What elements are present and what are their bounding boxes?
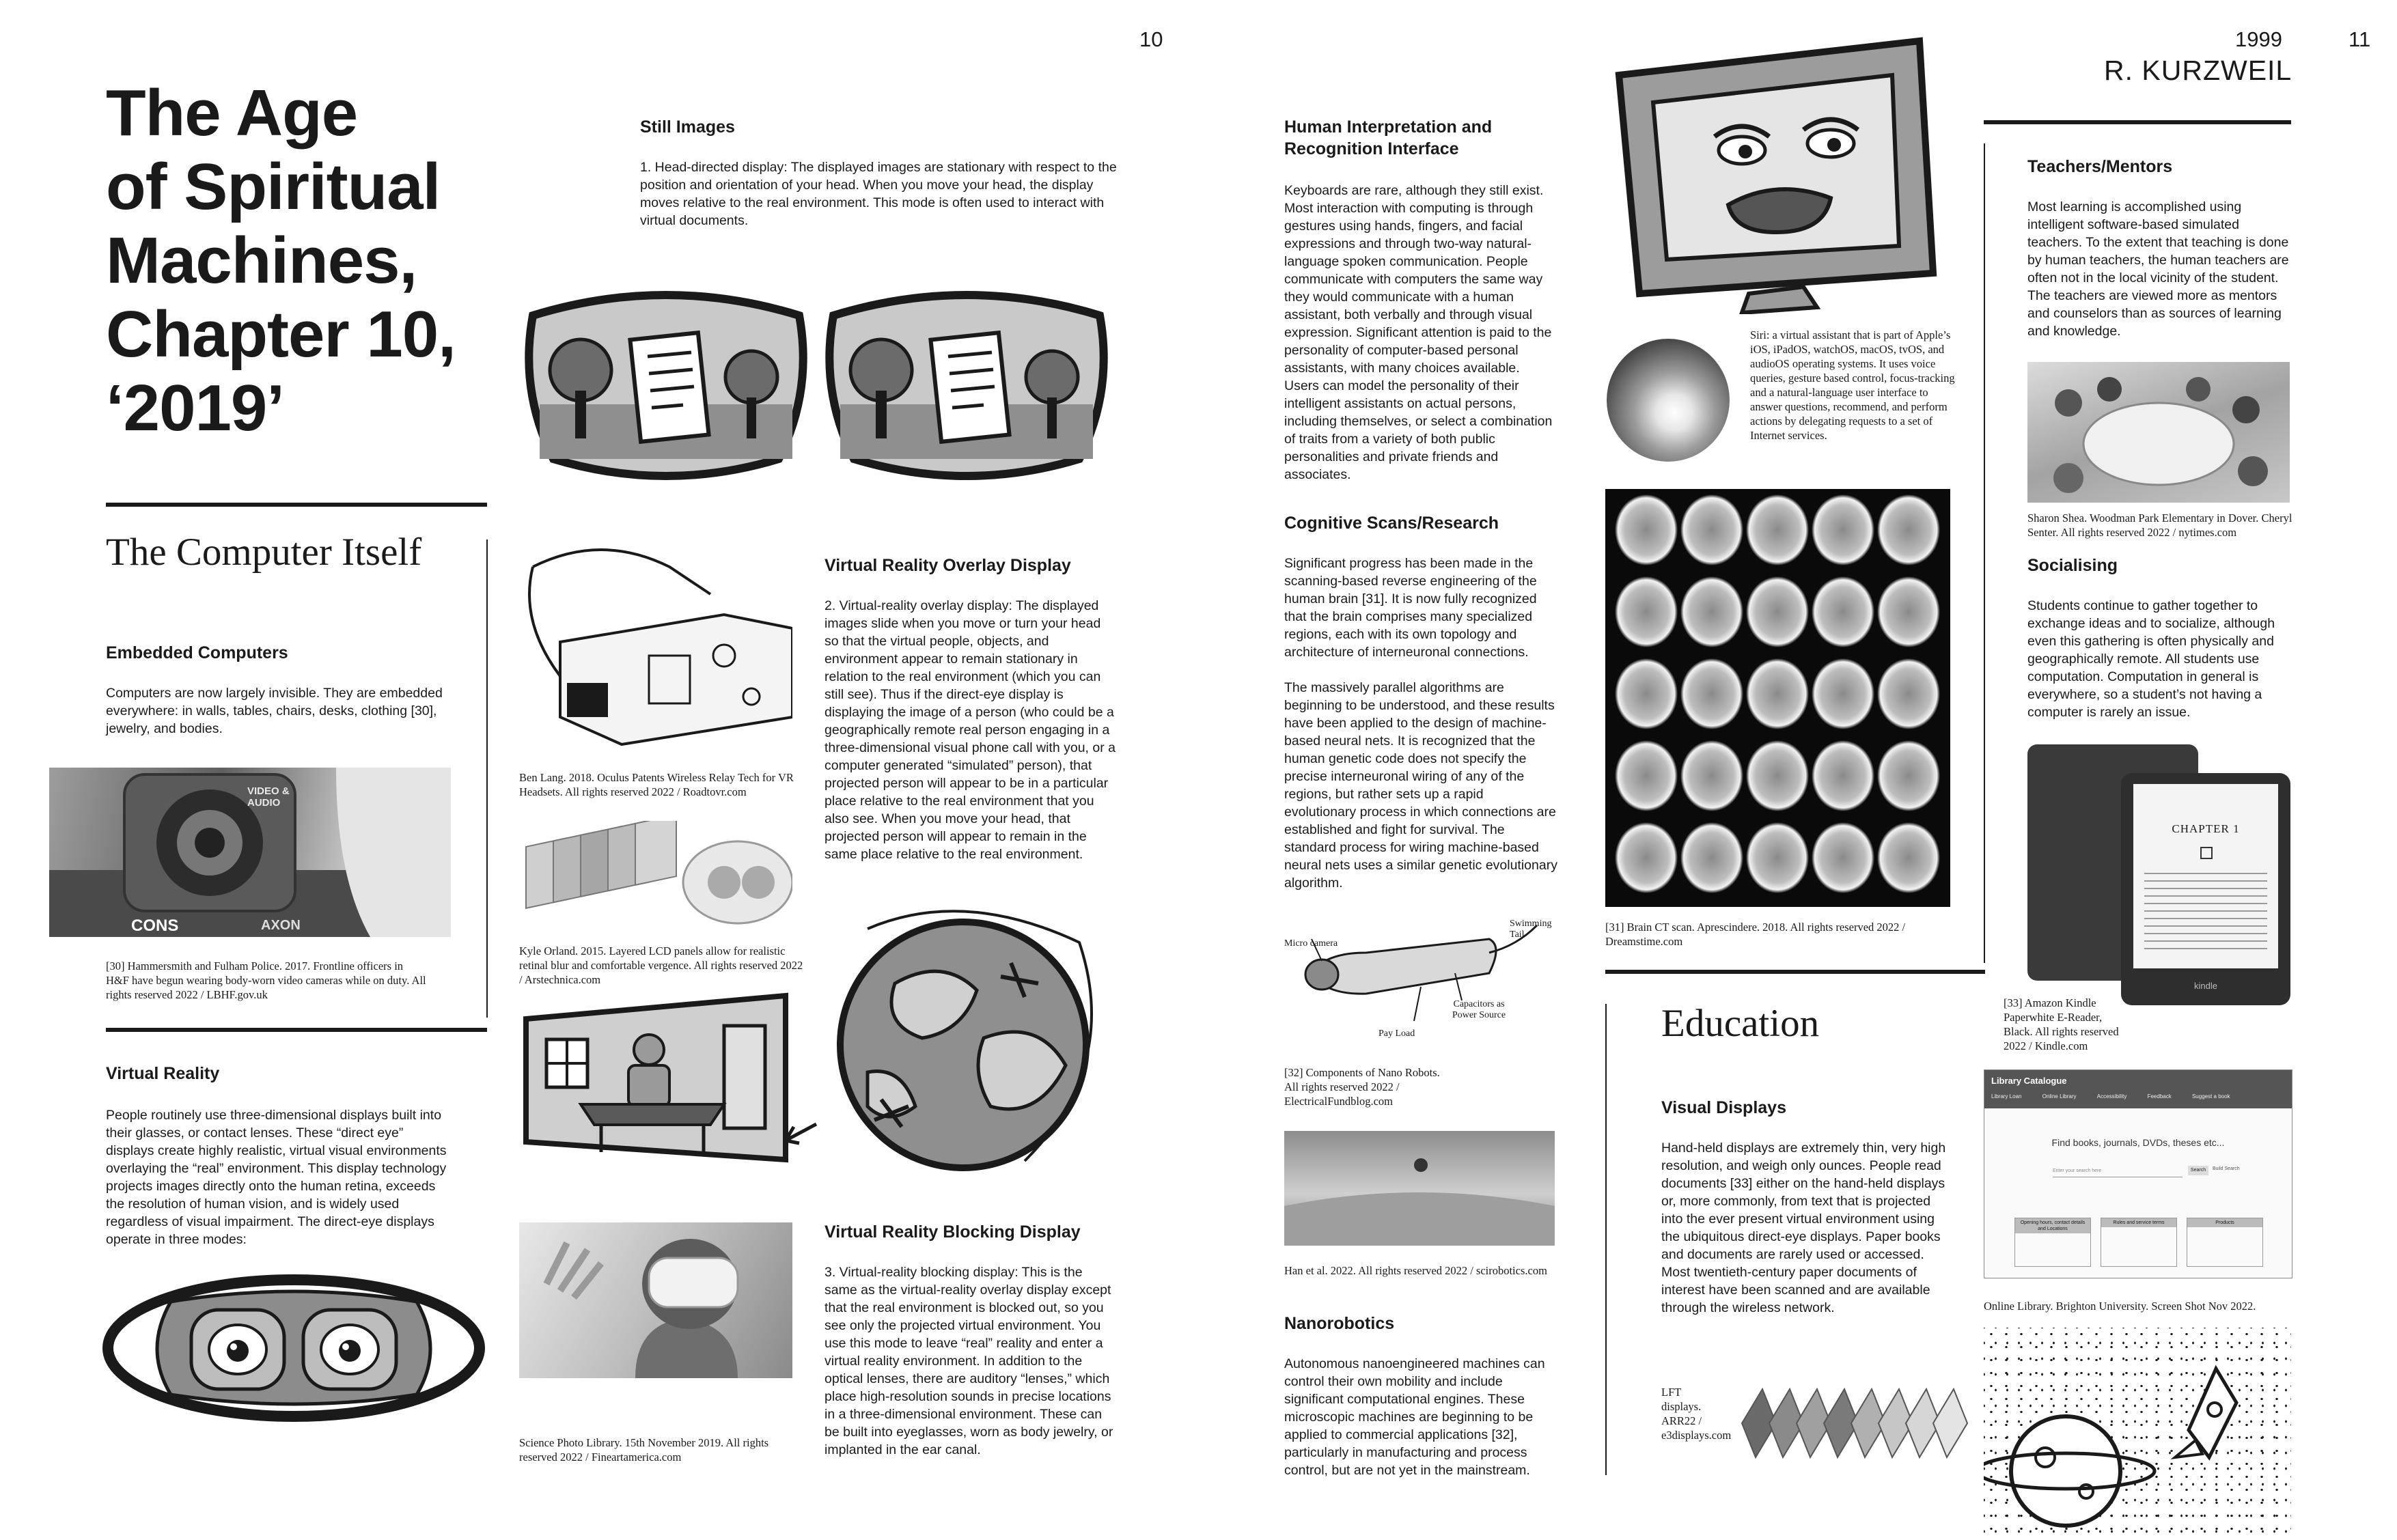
library-search-input[interactable]: Enter your search here: [2053, 1166, 2183, 1177]
meeting-room-illustration: [519, 992, 792, 1164]
blocking-body: 3. Virtual-reality blocking display: This is the same as the virtual-reality overlay display except that the real environment is blocked out, so you see only the projected virtual environment. You use this mode to leave “real” reality and enter a virtual reality environment. In addition to the optical lenses, there are auditory “lenses,” which place high-resolution sounds in precise locations in a three-dimensional environment. These can be built into eyeglasses, worn as body jewelry, or implanted in the ear canal.: [825, 1265, 1113, 1457]
teachers-heading: Teachers/Mentors: [2027, 157, 2173, 176]
label-tail: Swimming Tail: [1510, 919, 1552, 940]
eyes-illustration: [102, 1274, 485, 1422]
head-display-illustration: [519, 268, 1120, 493]
teachers-caption: Sharon Shea. Woodman Park Elementary in Dover. Cheryl Senter. All rights reserved 2022 / nytimes.com: [2027, 512, 2292, 539]
education-rule: [1605, 970, 1985, 974]
label-capacitors: Capacitors as Power Source: [1452, 999, 1506, 1020]
tv-face-illustration: [1598, 27, 1954, 314]
library-col: [2187, 1218, 2263, 1267]
page-number-left: 10: [1139, 27, 1163, 51]
cog-heading: Cognitive Scans/Research: [1284, 514, 1499, 533]
still-body: 1. Head-directed display: The displayed images are stationary with respect to the position and orientation of your head. When you move your head, the display moves relative to the real environment. This mode is often used to interact with virtual documents.: [640, 160, 1117, 228]
camera-label: VIDEO & AUDIO: [247, 785, 290, 809]
title-line: The Age: [106, 76, 358, 150]
library-col: [2101, 1218, 2177, 1267]
label-micro-camera: Micro camera: [1284, 938, 1338, 949]
vr-heading: Virtual Reality: [106, 1064, 220, 1083]
library-advanced-link[interactable]: Build Search: [2213, 1166, 2240, 1171]
vr-body: People routinely use three-dimensional displays built into their glasses, or contact lenses. These “direct eye” displays create highly realistic, virtual visual environments overlaying the “real” environment. This display technology projects images directly onto the human retina, exceeds the resolution of human vision, and is widely used regardless of visual impairment. The direct-eye displays operate in three modes:: [106, 1108, 447, 1247]
micro-caption: Han et al. 2022. All rights reserved 2022 / scirobotics.com: [1284, 1264, 1547, 1277]
kindle-text-lines: [2144, 873, 2267, 955]
arrow-icon: [779, 1120, 820, 1147]
micro-robot-photo: [1284, 1131, 1555, 1246]
teachers-body: Most learning is accomplished using intelligent software-based simulated teachers. To the extent that teaching is done by human teachers, the human teachers are often not in the local vicinity of the student. The teachers are viewed more as mentors and counselors than as sources of learning and knowledge.: [2027, 199, 2289, 339]
header-year: 1999: [2235, 27, 2282, 51]
library-nav-item[interactable]: Suggest a book: [2191, 1093, 2230, 1100]
kindle-brand: kindle: [2194, 981, 2217, 991]
hii-heading: Human Interpretation and Recognition Interface: [1284, 117, 1493, 158]
library-col-title[interactable]: Products: [2187, 1218, 2262, 1227]
axon-brand: AXON: [261, 918, 301, 933]
headset-caption: Ben Lang. 2018. Oculus Patents Wireless Relay Tech for VR Headsets. All rights reserved 2022 / Roadtovr.com: [519, 771, 794, 798]
teachers-rule: [1984, 120, 2291, 124]
title-line: Chapter 10,: [106, 298, 456, 371]
page-title: [106, 76, 456, 445]
lcd-panels-image: [519, 821, 792, 930]
classroom-photo: [2027, 362, 2290, 503]
kindle-caption: [33] Amazon Kindle Paperwhite E-Reader, Black. All rights reserved 2022 / Kindle.com: [2004, 996, 2119, 1052]
social-body: Students continue to gather together to exchange ideas and to socialize, although even this gathering is often physically and geographically remote. All students use computation. Computation in general is everywhere, so a student’s not having a computer is rarely an issue.: [2027, 598, 2275, 720]
vr-woman-photo: [519, 1222, 792, 1378]
title-line: of Spiritual: [106, 150, 441, 223]
section-vertical-rule: [486, 540, 488, 1018]
lcd-caption: Kyle Orland. 2015. Layered LCD panels allow for realistic retinal blur and comfortable vergence. All rights reserved 2022 / Arstechnica.com: [519, 944, 803, 986]
library-nav-item[interactable]: Feedback: [2147, 1093, 2172, 1100]
label-payload: Pay Load: [1378, 1028, 1415, 1039]
library-header-title: Library Catalogue: [1991, 1076, 2067, 1086]
section-title-computer: The Computer Itself: [106, 531, 422, 574]
lft-caption: LFT displays. ARR22 / e3displays.com: [1661, 1386, 1732, 1442]
vr-rule: [106, 1028, 487, 1032]
library-nav-item[interactable]: Accessibility: [2096, 1093, 2127, 1100]
kindle-chapter: CHAPTER 1: [2172, 822, 2240, 835]
nano-body: Autonomous nanoengineered machines can control their own mobility and include significant computational engines. These microscopic machines are beginning to be applied to commercial applications [32], particularly in manufacturing and process control, but are not yet in the mainstream.: [1284, 1356, 1545, 1478]
embedded-caption: [30] Hammersmith and Fulham Police. 2017. Frontline officers in H&F have begun wearing body-worn video cameras while on duty. All rights reserved 2022 / LBHF.gov.uk: [106, 960, 426, 1001]
siri-orb: [1607, 339, 1730, 462]
kindle-device-front: [2121, 773, 2290, 1005]
library-col-title[interactable]: Rules and service terms: [2101, 1218, 2176, 1227]
embedded-heading: Embedded Computers: [106, 643, 288, 662]
library-nav: [1991, 1093, 2249, 1100]
vr-woman-caption: Science Photo Library. 15th November 2019. All rights reserved 2022 / Fineartamerica.com: [519, 1436, 769, 1464]
nano-heading: Nanorobotics: [1284, 1314, 1395, 1333]
visual-displays-heading: Visual Displays: [1661, 1098, 1786, 1117]
library-search-button[interactable]: Search: [2188, 1166, 2208, 1175]
library-headline: Find books, journals, DVDs, theses etc...: [2051, 1137, 2225, 1148]
social-heading: Socialising: [2027, 556, 2118, 575]
hii-body: Keyboards are rare, although they still exist. Most interaction with computing is through gestures using hands, fingers, and facial expressions and through two-way natural-language spoken communication. People communicate with computers the same way they would communicate with a human assistant, both verbally and through visual expression. Significant attention is paid to the personality of computer-based personal assistants, with many choices available. Users can model the personality of their intelligent assistants on actual persons, including themselves, or select a combination of traits from a variety of both public personalities and private friends and associates.: [1284, 183, 1553, 482]
library-caption: Online Library. Brighton University. Screen Shot Nov 2022.: [1984, 1300, 2256, 1313]
cog-body-2: The massively parallel algorithms are beginning to be understood, and these results have been applied to the design of machine-based neural nets. It is recognized that the human genetic code does not specify the precise interneuronal wiring of any of the regions, but rather sets up a rapid evolutionary process in which connections are established and fight for survival. The standard process for wiring machine-based neural nets uses a similar genetic evolutionary algorithm.: [1284, 680, 1557, 891]
ct-caption: [31] Brain CT scan. Aprescindere. 2018. All rights reserved 2022 / Dreamstime.com: [1605, 921, 1906, 948]
still-heading: Still Images: [640, 117, 735, 137]
library-header: [1984, 1070, 2292, 1108]
kindle-screen: [2133, 784, 2278, 968]
ornament-icon: [2200, 847, 2213, 859]
embedded-body: Computers are now largely invisible. They are embedded everywhere: in walls, tables, chairs, desks, clothing [30], jewelry, and bodies.: [106, 686, 443, 736]
nanobot-diagram: [1284, 919, 1557, 1041]
brain-ct-grid: [1605, 489, 1950, 907]
blocking-heading: Virtual Reality Blocking Display: [825, 1222, 1081, 1242]
library-nav-item[interactable]: Online Library: [2042, 1093, 2077, 1100]
title-rule: [106, 503, 487, 507]
visual-displays-body: Hand-held displays are extremely thin, very high resolution, and weigh only ounces. People read documents [33] either on the hand-held displays or, more commonly, from text that is projected into the ever present virtual environment using the ubiquitous direct-eye displays. Paper books and documents are rarely used or accessed. Most twentieth-century paper documents of interest have been scanned and are available through the wireless network.: [1661, 1140, 1946, 1315]
cog-body-1: Significant progress has been made in the scanning-based reverse engineering of the human brain [31]. It is now fully recognized that the brain comprises many specialized regions, each with its own topology and architecture of interneuronal connections.: [1284, 556, 1537, 660]
library-nav-item[interactable]: Library Loan: [1991, 1093, 2022, 1100]
nanobot-caption: [32] Components of Nano Robots. All rights reserved 2022 / ElectricalFundblog.com: [1284, 1066, 1440, 1108]
library-screenshot: [1984, 1069, 2292, 1278]
space-illustration: [1984, 1328, 2291, 1537]
title-line: Machines,: [106, 224, 417, 297]
vest-text: CONS: [131, 916, 179, 935]
page-number-right: 11: [2348, 27, 2371, 51]
overlay-heading: Virtual Reality Overlay Display: [825, 556, 1071, 575]
library-col: [2014, 1218, 2091, 1267]
siri-caption: Siri: a virtual assistant that is part of Apple’s iOS, iPadOS, watchOS, macOS, tvOS, and audioOS operating systems. It uses voice queries, gesture based control, focus-tracking and a natural-language user interface to answer questions, recommend, and perform actions by delegating requests to a set of Internet services.: [1750, 328, 1955, 442]
lft-displays-image: [1735, 1382, 1981, 1464]
education-title: Education: [1661, 1002, 1820, 1045]
title-line: ‘2019’: [106, 372, 284, 445]
vr-headset-sketch: [519, 540, 792, 765]
education-vertical-rule: [1605, 1004, 1607, 1475]
library-col-title[interactable]: Opening hours, contact details and Locations: [2015, 1218, 2090, 1233]
teachers-vertical-rule: [1984, 143, 1985, 963]
globe-illustration: [806, 901, 1120, 1175]
overlay-body: 2. Virtual-reality overlay display: The displayed images slide when you move or turn your head so that the virtual people, objects, and environment appear to remain stationary in relation to the real environment (which you can still see). Thus if the direct-eye display is displaying the image of a person (who could be a geographically remote real person engaging in a three-dimensional visual phone call with you, or a computer generated “simulated” person), that projected person will appear to be in a particular place relative to the real environment that you also see. When you move your head, that projected person will appear to remain in the same place relative to the real environment.: [825, 598, 1116, 862]
header-author: R. KURZWEIL: [2104, 55, 2292, 86]
bodycam-photo: [49, 768, 451, 937]
